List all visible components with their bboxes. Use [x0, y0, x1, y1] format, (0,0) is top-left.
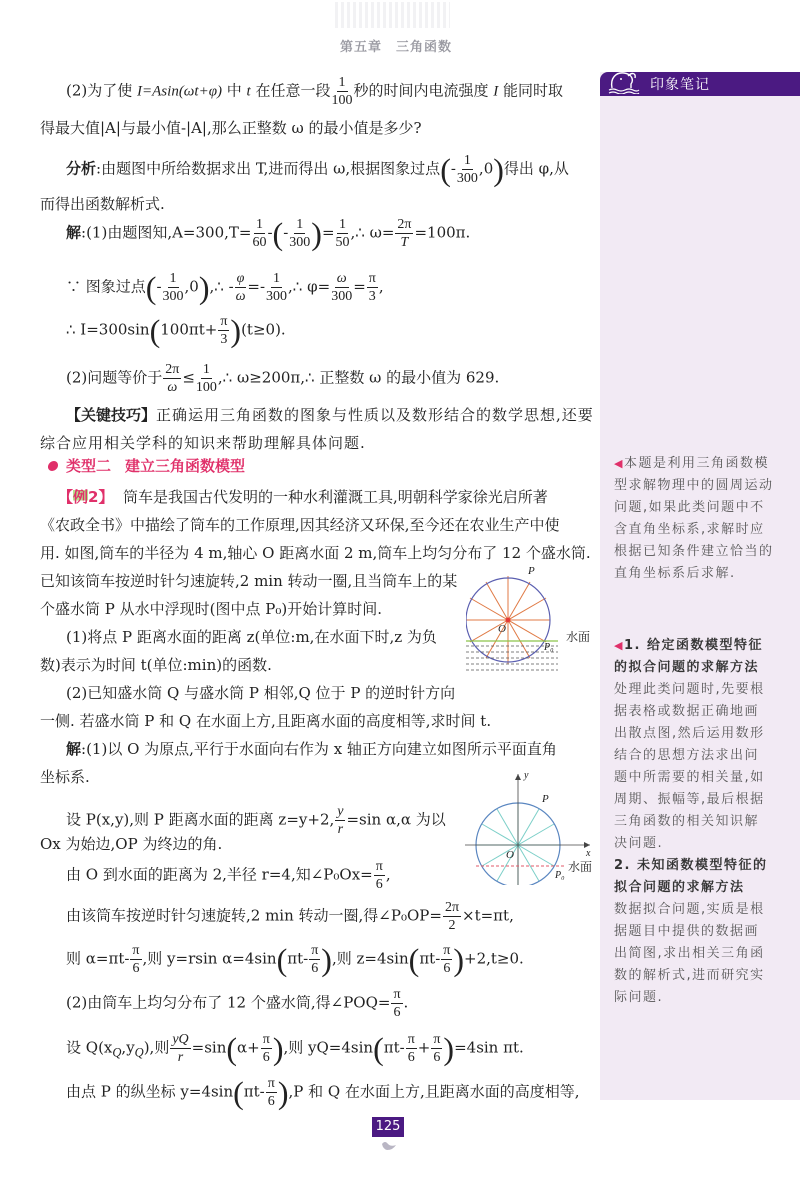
text: 在任意一段	[250, 81, 331, 100]
fraction	[235, 270, 247, 305]
sidebar-header	[600, 72, 800, 96]
text: =100π.	[414, 223, 471, 242]
denominator: 100	[195, 380, 217, 395]
denominator: 6	[407, 1050, 415, 1065]
numerator: 1	[338, 75, 346, 90]
point-p0-label: P₀	[544, 642, 554, 653]
note-text: 含直角坐标系,求解时应	[614, 522, 765, 537]
note-text: 出散点图,然后运用数形	[614, 726, 765, 741]
paren: (	[226, 1030, 238, 1067]
water-wheel-figure	[466, 566, 576, 676]
text: 筒车是我国古代发明的一种水利灌溉工具,明朝科学家徐光启所著	[123, 488, 548, 506]
denominator: 6	[433, 1050, 441, 1065]
text: ×t=πt,	[462, 906, 514, 925]
text: ,∴ φ=	[288, 277, 331, 296]
point-p0-label: P₀	[555, 870, 565, 881]
numerator: 2π	[397, 217, 412, 232]
paren: (	[276, 941, 288, 978]
numerator: π	[375, 859, 383, 874]
solution-line-3	[66, 313, 286, 348]
fraction	[431, 1031, 442, 1066]
note-text: 际问题.	[614, 990, 664, 1005]
solution-f-line	[66, 986, 408, 1021]
text: 设 P(x,y),则 P 距离水面的距离 z=y+2,	[66, 810, 335, 829]
numerator: π	[220, 314, 228, 329]
paren: )	[277, 1074, 289, 1111]
note-heading-text: 的拟合问题的求解方法	[614, 660, 760, 675]
note-text: 处理此类问题时,先要根	[614, 682, 765, 697]
note-heading	[614, 635, 790, 657]
key-technique-label: 【关键技巧】	[66, 406, 157, 424]
denominator: 300	[266, 289, 288, 304]
fraction	[266, 1075, 277, 1110]
solution-line-2: ∵ 图象过点(- $\frac{1}{300}$ ,0),∴ - $\frac{\varphi}{\omega}$ =- $\frac{1}{300}$ ,∴ φ= $\frac{\omega}{300}$ = $\frac{\pi}{3}$ ,	[66, 269, 384, 306]
numerator: π	[433, 1032, 441, 1047]
solution-c-line	[66, 858, 391, 893]
denominator: 6	[267, 1094, 275, 1109]
point-p-label: P	[528, 566, 535, 577]
note-text: 问题,如果此类问题中不	[614, 500, 765, 515]
fraction	[130, 942, 141, 977]
text: (t≥0).	[241, 320, 286, 339]
denominator: 2	[448, 918, 456, 933]
text: ,∴ ω≥200π,∴ 正整数 ω 的最小值为 629.	[217, 368, 500, 387]
chapter-header	[340, 36, 452, 55]
text: ,∴ -	[209, 277, 234, 296]
fraction	[395, 216, 413, 251]
origin-label: O	[506, 849, 514, 861]
denominator: ω	[167, 380, 178, 395]
bracket: 【	[58, 488, 74, 506]
solution-label: 解	[66, 223, 82, 242]
solution-label: 解	[66, 740, 82, 758]
fraction	[374, 858, 385, 893]
denominator: ω	[235, 289, 246, 304]
header-decoration	[335, 2, 450, 28]
denominator: 3	[220, 332, 228, 347]
fraction	[391, 986, 402, 1021]
numerator: π	[267, 1076, 275, 1091]
text: :由题图中所给数据求出 T,进而得出 ω,根据图象过点	[96, 159, 441, 178]
sidebar-note-2	[614, 635, 790, 1009]
denominator: 6	[375, 877, 383, 892]
paren: )	[198, 269, 210, 306]
note-text: 出简图,求出相关三角函	[614, 946, 765, 961]
sidebar-title: 印象笔记	[650, 77, 710, 93]
note-heading-text: 拟合问题的求解方法	[614, 880, 745, 895]
fraction	[332, 74, 353, 109]
paren: )	[311, 215, 322, 252]
numerator: 1	[339, 217, 347, 232]
text: =sin	[191, 1038, 227, 1057]
paren: )	[443, 1030, 455, 1067]
note-text: 直角坐标系后求解.	[614, 566, 736, 581]
note-text: 数据拟合问题,实质是根	[614, 902, 765, 917]
denominator: 300	[331, 289, 353, 304]
fraction	[218, 313, 229, 348]
text: ,则 yQ=4sin	[283, 1038, 374, 1057]
text: 设 Q(x	[66, 1038, 113, 1057]
chapter-number: 第五章	[340, 40, 383, 55]
fraction	[309, 942, 320, 977]
denominator: 6	[262, 1050, 270, 1065]
example-q2-line-2: 一侧. 若盛水筒 P 和 Q 在水面上方,且距离水面的高度相等,求时间 t.	[40, 712, 492, 730]
text: ,则 z=4sin	[331, 949, 409, 968]
text: ,∴ ω=	[350, 223, 395, 242]
example-solution-line-1	[66, 738, 557, 759]
bird-icon	[380, 1140, 398, 1152]
note-text: 据表格或数据正确地画	[614, 704, 760, 719]
denominator: 50	[335, 235, 350, 250]
example-line-5: 个盛水筒 P 从水中浮现时(图中点 P₀)开始计算时间.	[40, 600, 382, 618]
fraction	[170, 1031, 190, 1066]
example-solution-line-2: 坐标系.	[40, 768, 90, 786]
fraction	[367, 270, 378, 305]
numerator: π	[407, 1032, 415, 1047]
fraction	[266, 270, 287, 305]
triangle-marker-icon: ◀	[614, 457, 624, 470]
elephant-icon	[606, 64, 640, 94]
fraction	[196, 361, 217, 396]
solution-d-line	[66, 899, 514, 934]
paren: (	[373, 1030, 384, 1067]
fraction	[289, 216, 310, 251]
denominator: 100	[331, 93, 353, 108]
paren: )	[272, 1030, 284, 1067]
numerator: π	[262, 1032, 270, 1047]
fraction	[441, 942, 452, 977]
example-number: 2	[88, 488, 99, 506]
bracket: 】	[98, 488, 114, 506]
text: 得出 φ,从	[503, 159, 569, 178]
section-type-label: 类型二	[66, 457, 112, 475]
note-heading	[614, 855, 790, 877]
formula: I=Asin(ωt+φ)	[137, 83, 222, 100]
numerator: 1	[255, 217, 263, 232]
text: ,P 和 Q 在水面上方,且距离水面的高度相等,	[288, 1082, 580, 1101]
example-q1-line-2: 数)表示为时间 t(单位:min)的函数.	[40, 656, 272, 674]
denominator: T	[400, 235, 409, 250]
text: ∵ 图象过点	[66, 277, 146, 296]
question-2-line-2: 得最大值|A|与最小值-|A|,那么正整数 ω 的最小值是多少?	[40, 119, 422, 137]
note-text: 三角函数的相关知识解	[614, 814, 760, 829]
water-surface-label-2: 水面	[568, 860, 593, 874]
text: =4sin πt.	[454, 1038, 524, 1057]
numerator: 1	[296, 217, 304, 232]
note-heading-text: 1. 给定函数模型特征	[623, 638, 763, 653]
numerator: ω	[336, 271, 347, 286]
solution-line-1: 解:(1)由题图知,A=300,T= $\frac{1}{60}$ -(- $\frac{1}{300}$ )= $\frac{1}{50}$ ,∴ ω= $\frac{2\pi}{T}$ =100π.	[66, 215, 471, 252]
note-text: 题中所需要的相关量,如	[614, 770, 765, 785]
denominator: 300	[289, 235, 311, 250]
text: 中	[222, 81, 247, 100]
text: =sin α,α 为以	[346, 810, 446, 829]
text: πt-	[419, 949, 441, 968]
text: +	[417, 1038, 431, 1057]
numerator: 2π	[165, 362, 180, 377]
denominator: 300	[456, 171, 478, 186]
numerator: π	[443, 943, 451, 958]
note-text: 结合的思想方法求出问	[614, 748, 760, 763]
subscript: Q	[112, 1045, 122, 1060]
sidebar-note-1	[614, 453, 790, 585]
denominator: 3	[368, 289, 376, 304]
example-q1-line-1: (1)将点 P 距离水面的距离 z(单位:m,在水面下时,z 为负	[66, 628, 437, 646]
variable: I	[493, 83, 499, 100]
section-heading	[48, 455, 245, 476]
denominator: 60	[252, 235, 267, 250]
solution-e-line	[66, 942, 524, 977]
text: ,则 y=rsin α=4sin	[142, 949, 277, 968]
text: 则 α=πt-	[66, 949, 130, 968]
note-text: 数的解析式,进而研究实	[614, 968, 765, 983]
text: 正确运用三角函数的图象与性质以及数形结合的数学思想,还要	[156, 406, 594, 424]
paren: (	[233, 1074, 244, 1111]
fraction	[457, 152, 478, 187]
denominator: 6	[132, 961, 140, 976]
denominator: r	[177, 1050, 184, 1065]
fraction	[252, 216, 266, 251]
text: (2)由筒车上均匀分布了 12 个盛水筒,得∠POQ=	[66, 993, 391, 1012]
water-surface-label: 水面	[566, 630, 591, 644]
text: ,y	[121, 1038, 135, 1057]
text: α+	[237, 1038, 260, 1057]
solution-b-line: Ox 为始边,OP 为终边的角.	[40, 835, 223, 853]
example-line-1	[58, 486, 548, 507]
numerator: 1	[463, 153, 471, 168]
note-line	[614, 453, 790, 475]
numerator: 1	[202, 362, 210, 377]
note-text: 型求解物理中的圆周运动	[614, 478, 774, 493]
question-2-line-1	[66, 74, 563, 109]
numerator: y	[337, 804, 344, 819]
fraction	[335, 803, 345, 838]
point-p-label: P	[542, 793, 549, 805]
paren: (	[145, 269, 157, 306]
key-technique-line-1	[66, 404, 594, 425]
numerator: π	[368, 271, 376, 286]
text: πt-	[243, 1082, 265, 1101]
paren: (	[272, 215, 284, 252]
note-text: 据题目中提供的数据画	[614, 924, 760, 939]
text: 由该筒车按逆时针匀速旋转,2 min 转动一圈,得∠P₀OP=	[66, 906, 442, 925]
denominator: r	[337, 822, 344, 837]
text: 秒的时间内电流强度	[353, 81, 494, 100]
section-title: 建立三角函数模型	[125, 457, 246, 475]
note-heading	[614, 657, 790, 679]
solution-line-4: (2)问题等价于 $\frac{2\pi}{\omega}$ ≤ $\frac{1}{100}$ ,∴ ω≥200π,∴ 正整数 ω 的最小值为 629.	[66, 362, 500, 395]
fraction	[406, 1031, 417, 1066]
example-line-2: 《农政全书》中描绘了筒车的工作原理,因其经济又环保,至今还在农业生产中使	[40, 516, 560, 534]
denominator: 300	[162, 289, 184, 304]
numerator: 1	[273, 271, 281, 286]
fraction	[331, 270, 352, 305]
denominator: 6	[311, 961, 319, 976]
numerator: π	[393, 987, 401, 1002]
text: πt-	[287, 949, 309, 968]
note-heading-text: 2. 未知函数模型特征的	[614, 858, 768, 873]
paren: (	[408, 941, 420, 978]
example-line-4: 已知该筒车按逆时针匀速旋转,2 min 转动一圈,且当筒车上的某	[40, 572, 458, 590]
example-q2-line-1: (2)已知盛水筒 Q 与盛水筒 P 相邻,Q 位于 P 的逆时针方向	[66, 684, 456, 702]
solution-g-line	[66, 1031, 524, 1066]
origin-label: O	[498, 623, 506, 635]
note-text: 本题是利用三角函数模	[623, 456, 769, 471]
text: 能同时取	[498, 81, 564, 100]
triangle-marker-icon: ◀	[614, 639, 624, 652]
text: +2,t≥0.	[464, 949, 524, 968]
note-text: 根据已知条件建立恰当的	[614, 544, 774, 559]
fraction	[163, 270, 184, 305]
numerator: 2π	[444, 900, 460, 915]
note-text: 周期、振幅等,最后根据	[614, 792, 765, 807]
numerator: φ	[236, 271, 245, 286]
text: πt-	[383, 1038, 405, 1057]
example-line-3: 用. 如图,筒车的半径为 4 m,轴心 O 距离水面 2 m,筒车上均匀分布了 12 个盛水筒.	[40, 544, 591, 562]
y-axis-label: y	[524, 770, 529, 781]
analysis-line-2: 而得出函数解析式.	[40, 195, 165, 213]
denominator: 6	[443, 961, 451, 976]
fraction	[261, 1031, 272, 1066]
bullet-icon	[47, 461, 59, 471]
numerator: π	[311, 943, 319, 958]
numerator: yQ	[172, 1032, 189, 1047]
text: 由点 P 的纵坐标 y=4sin	[66, 1082, 234, 1101]
text: (2)问题等价于	[66, 368, 163, 387]
paren: )	[493, 151, 504, 188]
text: (2)为了使	[66, 81, 138, 100]
fraction	[443, 899, 461, 934]
note-heading	[614, 877, 790, 899]
paren: (	[149, 312, 161, 349]
text: :(1)由题图知,A=300,T=	[81, 223, 252, 242]
paren: )	[230, 312, 242, 349]
text: 100πt+	[160, 320, 218, 339]
analysis-line-1: 分析:由题图中所给数据求出 T,进而得出 ω,根据图象过点(- $\frac{1}{300}$ ,0)得出 φ,从	[66, 151, 569, 188]
paren: )	[453, 941, 465, 978]
text: =-	[247, 277, 266, 296]
chapter-title: 三角函数	[396, 40, 453, 55]
text: .	[403, 993, 409, 1012]
note-text: 决问题.	[614, 836, 664, 851]
variable: t	[246, 83, 251, 100]
numerator: 1	[169, 271, 177, 286]
fraction	[163, 361, 181, 396]
analysis-label: 分析	[66, 159, 97, 178]
denominator: 6	[393, 1005, 401, 1020]
page-number: 125	[372, 1117, 404, 1137]
text: ),则	[143, 1038, 170, 1057]
example-label: 例	[73, 488, 89, 506]
solution-h-line	[66, 1075, 580, 1110]
x-axis-label: x	[586, 848, 591, 859]
text: :(1)以 O 为原点,平行于水面向右作为 x 轴正方向建立如图所示平面直角	[81, 740, 557, 758]
paren: )	[321, 941, 332, 978]
fraction	[336, 216, 350, 251]
paren: (	[440, 151, 451, 188]
text: ,	[385, 865, 391, 884]
key-technique-line-2: 综合应用相关学科的知识来帮助理解具体问题.	[40, 434, 366, 452]
example-tag	[58, 488, 113, 506]
subscript: Q	[134, 1045, 144, 1060]
text: ∴ I=300sin	[66, 320, 150, 339]
numerator: π	[132, 943, 140, 958]
text: 由 O 到水面的距离为 2,半径 r=4,知∠P₀Ox=	[66, 865, 373, 884]
